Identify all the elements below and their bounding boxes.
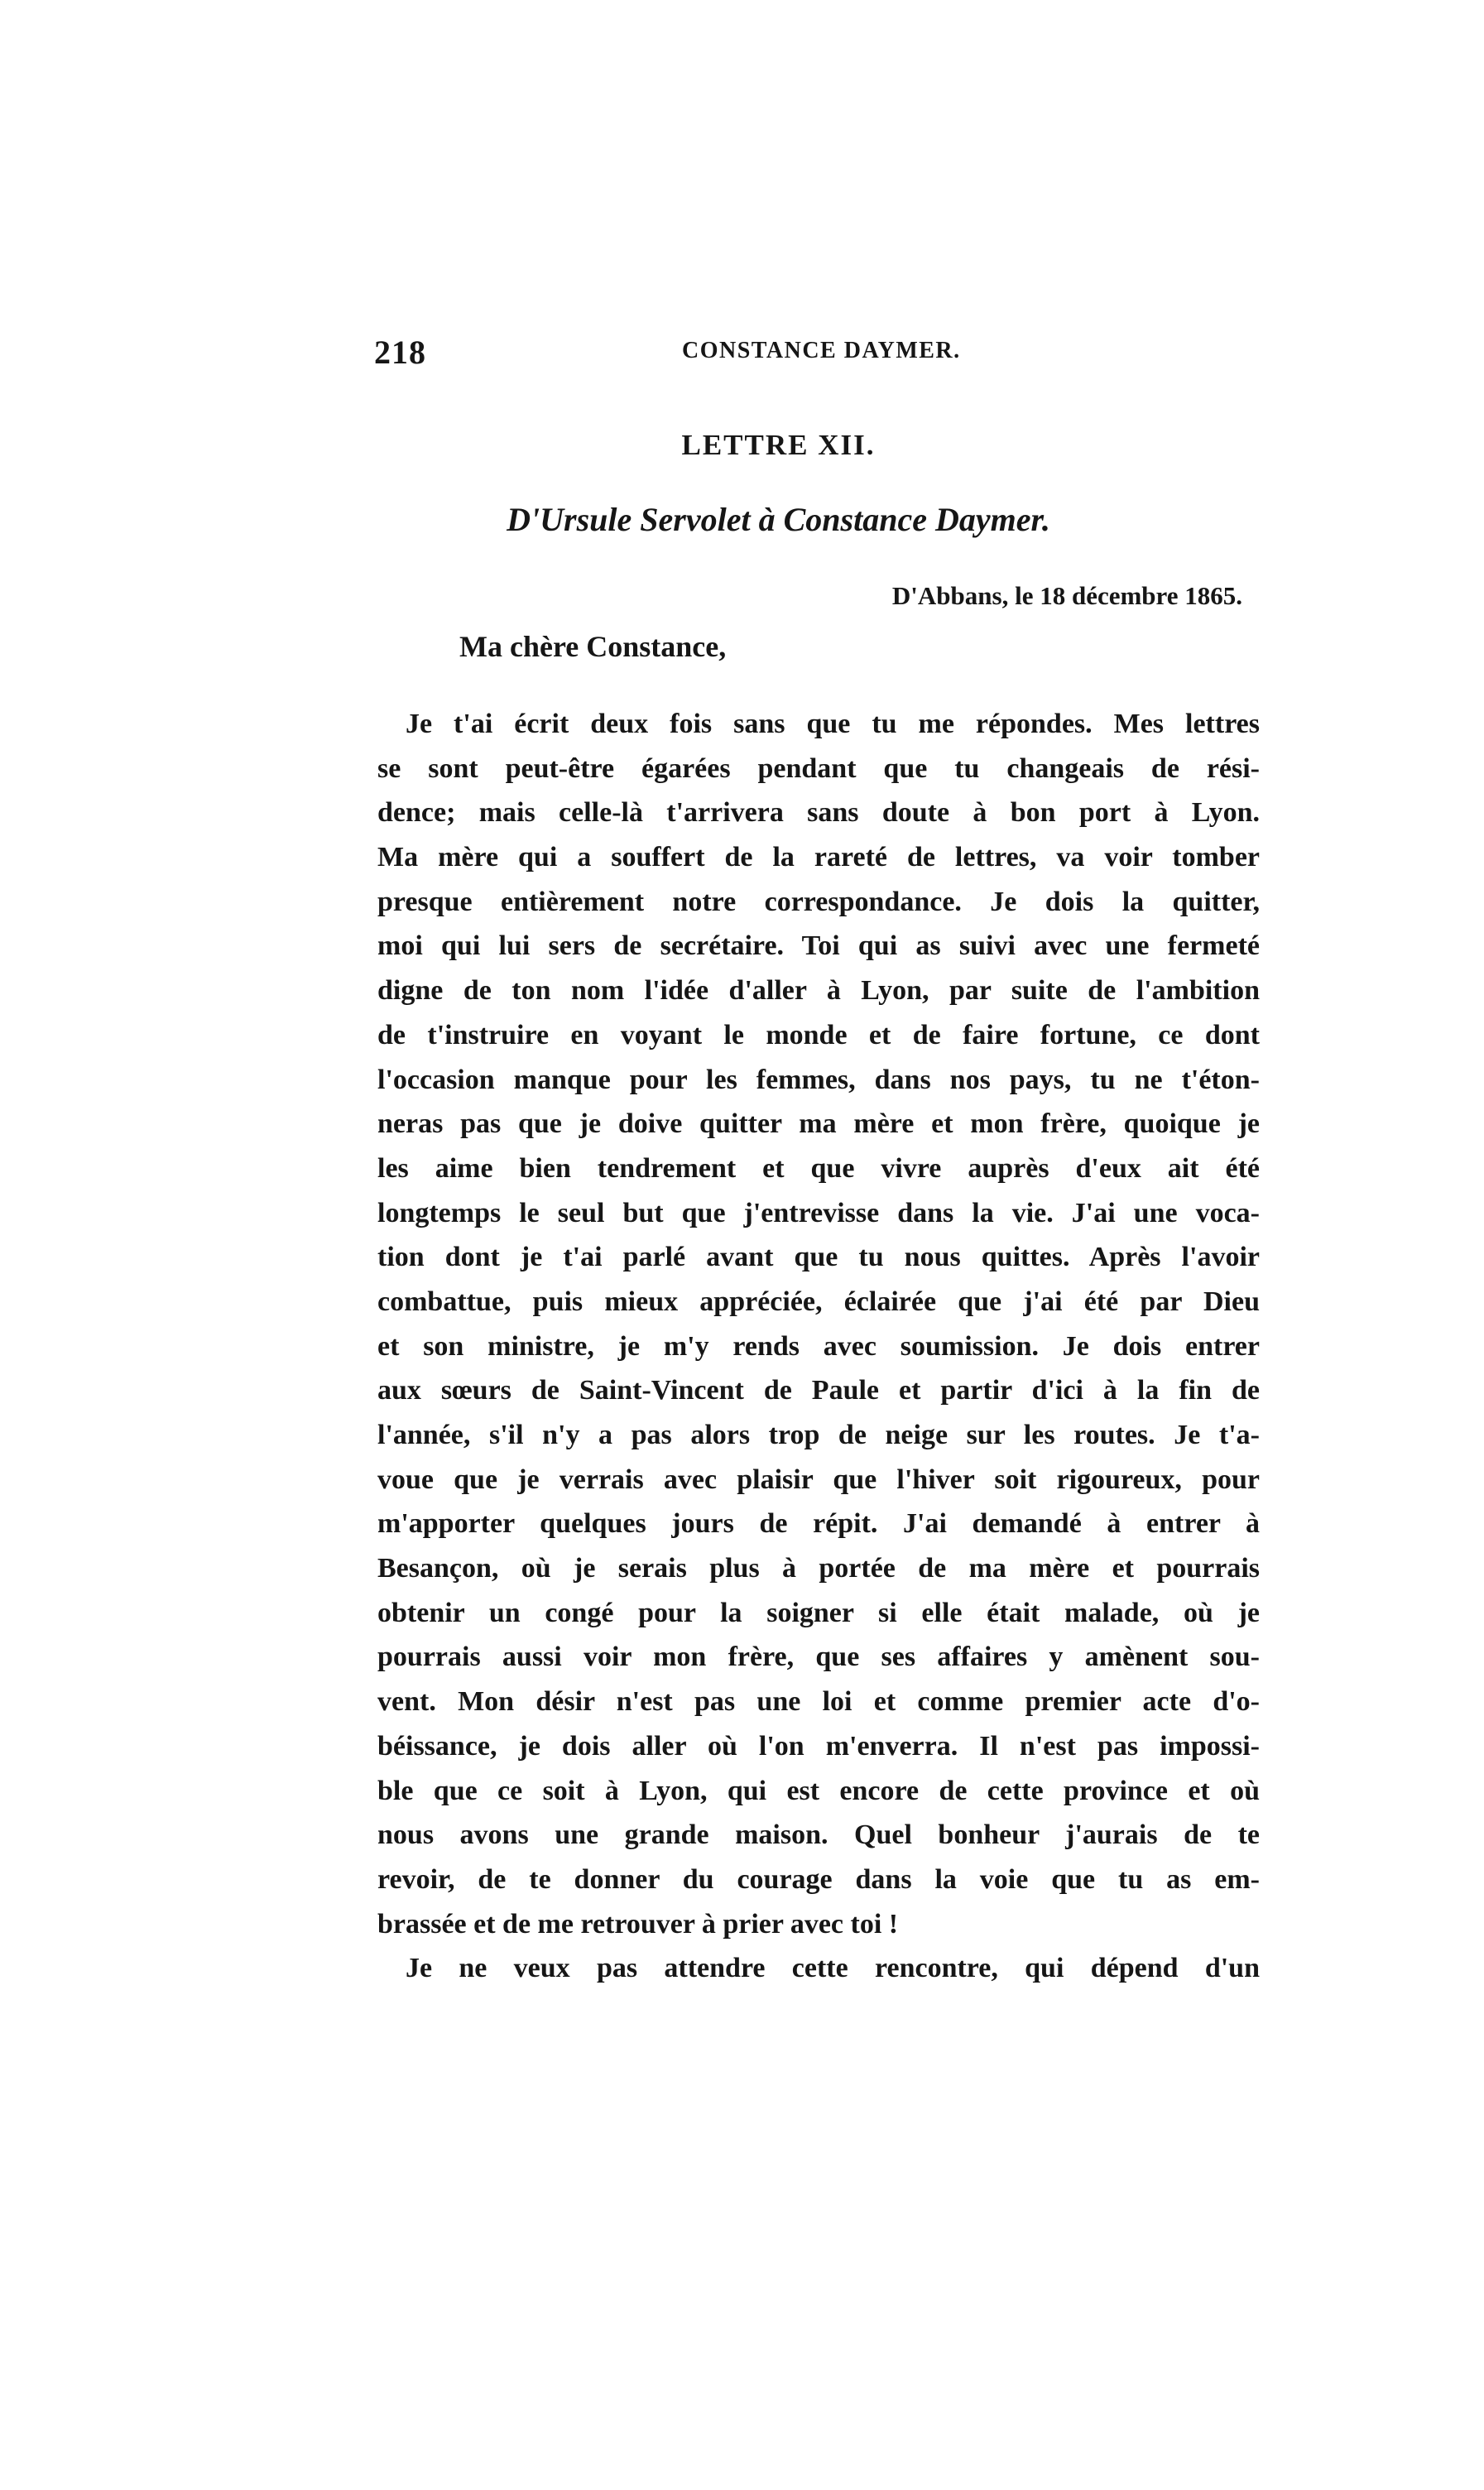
- text-line: digne de ton nom l'idée d'aller à Lyon, par suite de l'ambition: [377, 975, 1260, 1007]
- text-line: m'apporter quelques jours de répit. J'ai demandé à entrer à: [377, 1508, 1260, 1540]
- letter-dateline: D'Abbans, le 18 décembre 1865.: [891, 581, 1242, 610]
- text-line: presque entièrement notre correspondance. Je dois la quitter,: [377, 886, 1260, 917]
- text-line: moi qui lui sers de secrétaire. Toi qui as suivi avec une fermeté: [377, 930, 1260, 962]
- text-line: tion dont je t'ai parlé avant que tu nous quittes. Après l'avoir: [377, 1242, 1260, 1273]
- text-line: ble que ce soit à Lyon, qui est encore de cette province et où: [377, 1775, 1260, 1806]
- text-line: les aime bien tendrement et que vivre auprès d'eux ait été: [377, 1152, 1260, 1184]
- text-line: Je t'ai écrit deux fois sans que tu me répondes. Mes lettres: [406, 709, 1260, 739]
- text-line: Ma mère qui a souffert de la rareté de lettres, va voir tomber: [377, 842, 1260, 873]
- text-line: de t'instruire en voyant le monde et de faire fortune, ce dont: [377, 1019, 1260, 1050]
- text-line: voue que je verrais avec plaisir que l'hiver soit rigoureux, pour: [377, 1464, 1260, 1495]
- text-line: et son ministre, je m'y rends avec soumission. Je dois entrer: [377, 1330, 1260, 1362]
- text-line: brassée et de me retrouver à prier avec toi !: [377, 1908, 899, 1940]
- running-title: CONSTANCE DAYMER.: [682, 338, 961, 363]
- letter-salutation: Ma chère Constance,: [459, 630, 727, 663]
- text-line: vent. Mon désir n'est pas une loi et comme premier acte d'o-: [377, 1686, 1260, 1718]
- text-line: dence; mais celle-là t'arrivera sans doute à bon port à Lyon.: [377, 797, 1260, 829]
- text-line: obtenir un congé pour la soigner si elle était malade, où je: [377, 1597, 1260, 1628]
- text-line: aux sœurs de Saint-Vincent de Paule et partir d'ici à la fin de: [377, 1375, 1260, 1406]
- text-line: se sont peut-être égarées pendant que tu changeais de rési-: [377, 752, 1260, 784]
- text-line: nous avons une grande maison. Quel bonheur j'aurais de te: [377, 1819, 1260, 1851]
- letter-body: [377, 702, 1260, 1991]
- text-line: l'année, s'il n'y a pas alors trop de neige sur les routes. Je t'a-: [377, 1420, 1260, 1450]
- text-line: revoir, de te donner du courage dans la voie que tu as em-: [377, 1863, 1260, 1895]
- text-line: combattue, puis mieux appréciée, éclairée que j'ai été par Dieu: [377, 1286, 1260, 1317]
- page-number: 218: [374, 334, 426, 371]
- text-line: l'occasion manque pour les femmes, dans nos pays, tu ne t'éton-: [377, 1064, 1260, 1095]
- page-header: [374, 333, 1268, 382]
- text-line: pourrais aussi voir mon frère, que ses affaires y amènent sou-: [377, 1642, 1260, 1673]
- text-line: neras pas que je doive quitter ma mère et mon frère, quoique je: [377, 1108, 1260, 1140]
- text-line: Je ne veux pas attendre cette rencontre, qui dépend d'un: [406, 1953, 1260, 1984]
- letter-subtitle: D'Ursule Servolet à Constance Daymer.: [507, 501, 1050, 538]
- text-line: Besançon, où je serais plus à portée de ma mère et pourrais: [377, 1553, 1260, 1584]
- text-line: longtemps le seul but que j'entrevisse dans la vie. J'ai une voca-: [377, 1197, 1260, 1228]
- letter-title: LETTRE XII.: [681, 429, 876, 461]
- text-line: béissance, je dois aller où l'on m'enverra. Il n'est pas impossi-: [377, 1730, 1260, 1762]
